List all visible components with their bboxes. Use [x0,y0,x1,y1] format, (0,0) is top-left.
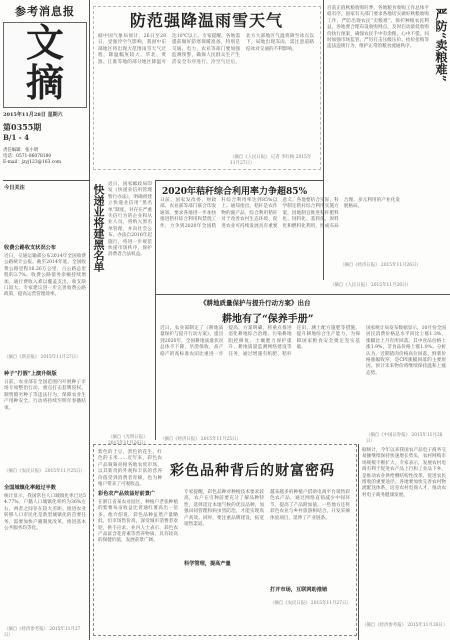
left-item1-title: 收费公路收支状况公布 [4,245,56,251]
color-sub2-body: 专家提醒，彩色品种对种植技术要求较高，农户在引种前要充分了解品种特性，选择适宜本地气候的优良品种，加强田间管理和病虫害防治，才能实现高产高效。同时，要注重品牌建设，拓宽销售渠道。 [184,490,264,528]
section-char-1: 文 [25,20,64,65]
vertical-body: 近日，国家邮政局印发《快递业信用管理暂行办法》，明确将建立快递业信用“黑名单”制度。对存在严重失信行为的企业和从业人员，将纳入黑名单管理，并向社会公布。办法自2016年起施行，将进一步规范快递市场秩序，保护消费者合法权益。 [108,182,152,258]
bottom-right-body: 据统计，今年以来我国农产品电子商务交易额继续保持快速增长势头，农村网购市场规模不断扩大。专家表示，发展农村电商有利于促进农产品上行和工业品下乡，是推动农业供给侧结构性改革、促进农民增收的重要途径。各地要加快完善农村物流配送体系，培育农村电商人才，推动农村电子商务健康发展。 [362,448,446,498]
color-sub1-title: 彩色农产品效益好前景广 [98,491,156,497]
price-note-body: 国家统计局发布数据显示，10月份全国居民消费价格总水平同比上涨1.3%，涨幅比上月有所回落。其中食品价格上涨1.9%，非食品价格上涨1.0%。分析认为，近期猪肉价格高位回落，鲜菜价格涨幅收窄，是CPI涨幅回落的主要原因。预计未来物价将继续保持温和上涨态势。 [366,326,446,376]
left-column-divider [89,180,90,640]
left-section-label: 今日关注 [4,185,25,191]
left-item3-body: 统计显示，我国常住人口城镇化率已达54.77%，户籍人口城镇化率约为36%左右，两者之间存在较大差距。推进农业转移人口市民化是新型城镇化的首要任务，需要加快户籍制度改革，推进基本公共服务均等化。 [4,494,86,532]
issue-date: 2015年11月28日 星期六 [3,112,63,118]
color-story-headline: 彩色品种背后的财富密码 [170,463,335,479]
lead-body: 据中国气象局预计，26日至28日，受强冷空气影响，我国中东部地区将出现大范围雨雪天气过程，降温幅度较大。华北、黄淮、江淮等地的部分地区降温可达10℃以上。专家提醒，各地需提前做好防寒保暖准备，特别是交通、电力、农业等部门要加强监测预警，确保人民群众生产生活安全有序进行。冷空气过后，北方大部地区气温将降至冰点以下，局地出现冻雨，需注意道路结冰对交通的不利影响。 [98,34,314,65]
grain-headline: 2020年秸秆综合利用率力争超85% [162,187,308,197]
bottom-right-byline: （摘自《经济参考报》 2015年11月26日） [362,623,448,628]
farmland-headline: 耕地有了“保养手册” [222,314,314,325]
grain-top-rule [156,180,323,181]
issue-number: 第0355期 [3,122,42,132]
masthead-divider [89,0,90,180]
vertical-byline: （摘自《光明日报》 2015年11月26日） [108,435,148,446]
page-number: B/1 - 4 [3,133,29,142]
left-item2-body: 日前，农业部在全国范围内开展种子市场专项整治行动，重点打击套牌侵权、制售假劣种子等违法行为，保障农业生产用种安全。行动将持续至明年春播结束。 [4,380,86,411]
left-item2-byline: （摘自《农民日报》 2015年11月25日） [4,469,85,474]
vertical-divider [155,180,156,440]
lead-headline: 防范强降温雨雪天气 [130,11,284,30]
right-column-body: 目前正值秋粮收购旺季，各地粮食收购工作总体平稳有序。国家有关部门要求各地切实做好秋粮收购工作，严防出现农民“卖粮难”，保护种粮农民利益。各地要合理布设收购网点，及时启动最低收购价执行预案，确保农民手中有余粮，心中不慌。同时加强市场监管，严厉打击压级压价、抬价抢购等违法违规行为，维护正常的粮食流通秩序。 [327,6,429,50]
farmland-kicker: 《耕地质量保护与提升行动方案》出台 [200,299,311,307]
farmland-top-rule [156,294,450,295]
right-column-headline: 严防“卖粮难” [434,8,448,82]
color-sub1-body: 在浙江省某农业园区，种植户老张种植的紫薯每亩收益比普通红薯高出一倍多。他介绍说，彩色品种虽然产量略低，但市场售价高，深受城市消费者欢迎，供不应求。业内人士表示，彩色农产品富含花青素等营养物质，具有较高的保健价值，发展前景广阔。 [98,500,178,544]
left-item3-byline: （摘自《经济参考报》 2015年11月27日） [4,627,81,638]
contact-line-2: 电话：0571-86078180 [3,154,52,159]
section-char-2: 摘 [25,60,64,105]
vertical-headline: 快递业将建黑名单 [92,184,105,272]
paper-name: 参考消息报 [15,5,75,18]
grain-body: 日前，国家发改委、财政部、农业部等部门联合印发通知，要求各地进一步加快推进秸秆综合利用和禁烧工作，力争到2020年全国秸秆综合利用率达到85%以上。通知指出，秸秆是农作物的副产品，综合利用秸秆对于改善农村生态环境、促进农业可持续发展具有重要意义。各地要结合实际，科学制定秸秆综合利用实施方案，因地制宜推进秸秆肥料化、饲料化、基料化、原料化和燃料化利用，形成布局合理、多元利用的产业化发展格局。 [160,198,400,229]
left-column-top-rule [3,180,89,181]
left-item3-title: 全国城镇化率超过半数 [4,485,56,491]
contact-line-1: 责任编辑：张小明 [3,148,39,153]
contact-line-3: E-mail：jzyj123@163.com [3,160,62,165]
color-story-lede: 紫色的土豆、黑色的花生、红色的玉米……近年来，彩色农产品频频亮相各地农贸市场，以其新奇的外观和丰富的营养价值受到消费者青睐，也为种植户带来了可观收益。 [98,450,162,488]
color-sub2-cont [184,570,264,628]
right-column-byline: （摘自《经济日报》 2015年11月26日） [340,263,421,268]
lead-byline: （摘自《人民日报》 记者 李红梅 2015年11月27日） [230,155,312,166]
grain-byline: （摘自《人民日报》 2015年11月26日） [330,283,411,288]
color-story-byline: （摘自《农民日报》 2015年11月27日） [270,601,351,606]
color-sub3-body: 越来越多的种植户借助电商平台销售彩色农产品，通过网络直销减少中间环节，提高了产品附加值。一些地方还将彩色农业与乡村旅游相结合，开发采摘体验项目，延伸了产业链条。 [270,490,350,521]
left-item1-byline: （摘自《新京报》 2015年11月27日） [4,355,81,360]
section-title-box [3,22,87,108]
price-note-byline: （摘自《中国证券报》 2015年11月26日） [366,433,443,444]
bottom-right-divider [358,444,359,640]
color-sub3-title: 打开市场，互联网助推销 [270,587,328,593]
left-item2-title: 种子“打假”上演升级版 [4,371,57,377]
farmland-byline: （摘自《经济日报》 2015年11月25日） [160,437,241,442]
masthead [3,3,87,175]
farmland-body: 近日，农业部制定了《耕地质量保护与提升行动方案》，提出到2020年，全国耕地质量状况总体不下降，旱涝保收、高产稳产的高标准农田比重进一步提高。方案明确，将重点推进退化耕地综合治理、污染耕地阻控修复、土壤肥力保护提升、耕地质量监测网络建设等任务，通过增施有机肥、秸秆还田、测土配方施肥等措施，提升耕地综合生产能力，为保障国家粮食安全奠定坚实基础。 [160,326,360,357]
left-item1-body: 近日，交通运输部公布2014年全国收费公路统计公报。截至2014年底，全国收费公路里程16.26万公里，占公路总里程的3.7%。收费公路债务余额持续增加，通行费收入难以覆盖支出，收支缺口较大。专家建议进一步完善收费公路政策，提高运营管理效率。 [4,254,86,298]
color-sub2-title: 科学管理，提高产量 [184,561,231,567]
